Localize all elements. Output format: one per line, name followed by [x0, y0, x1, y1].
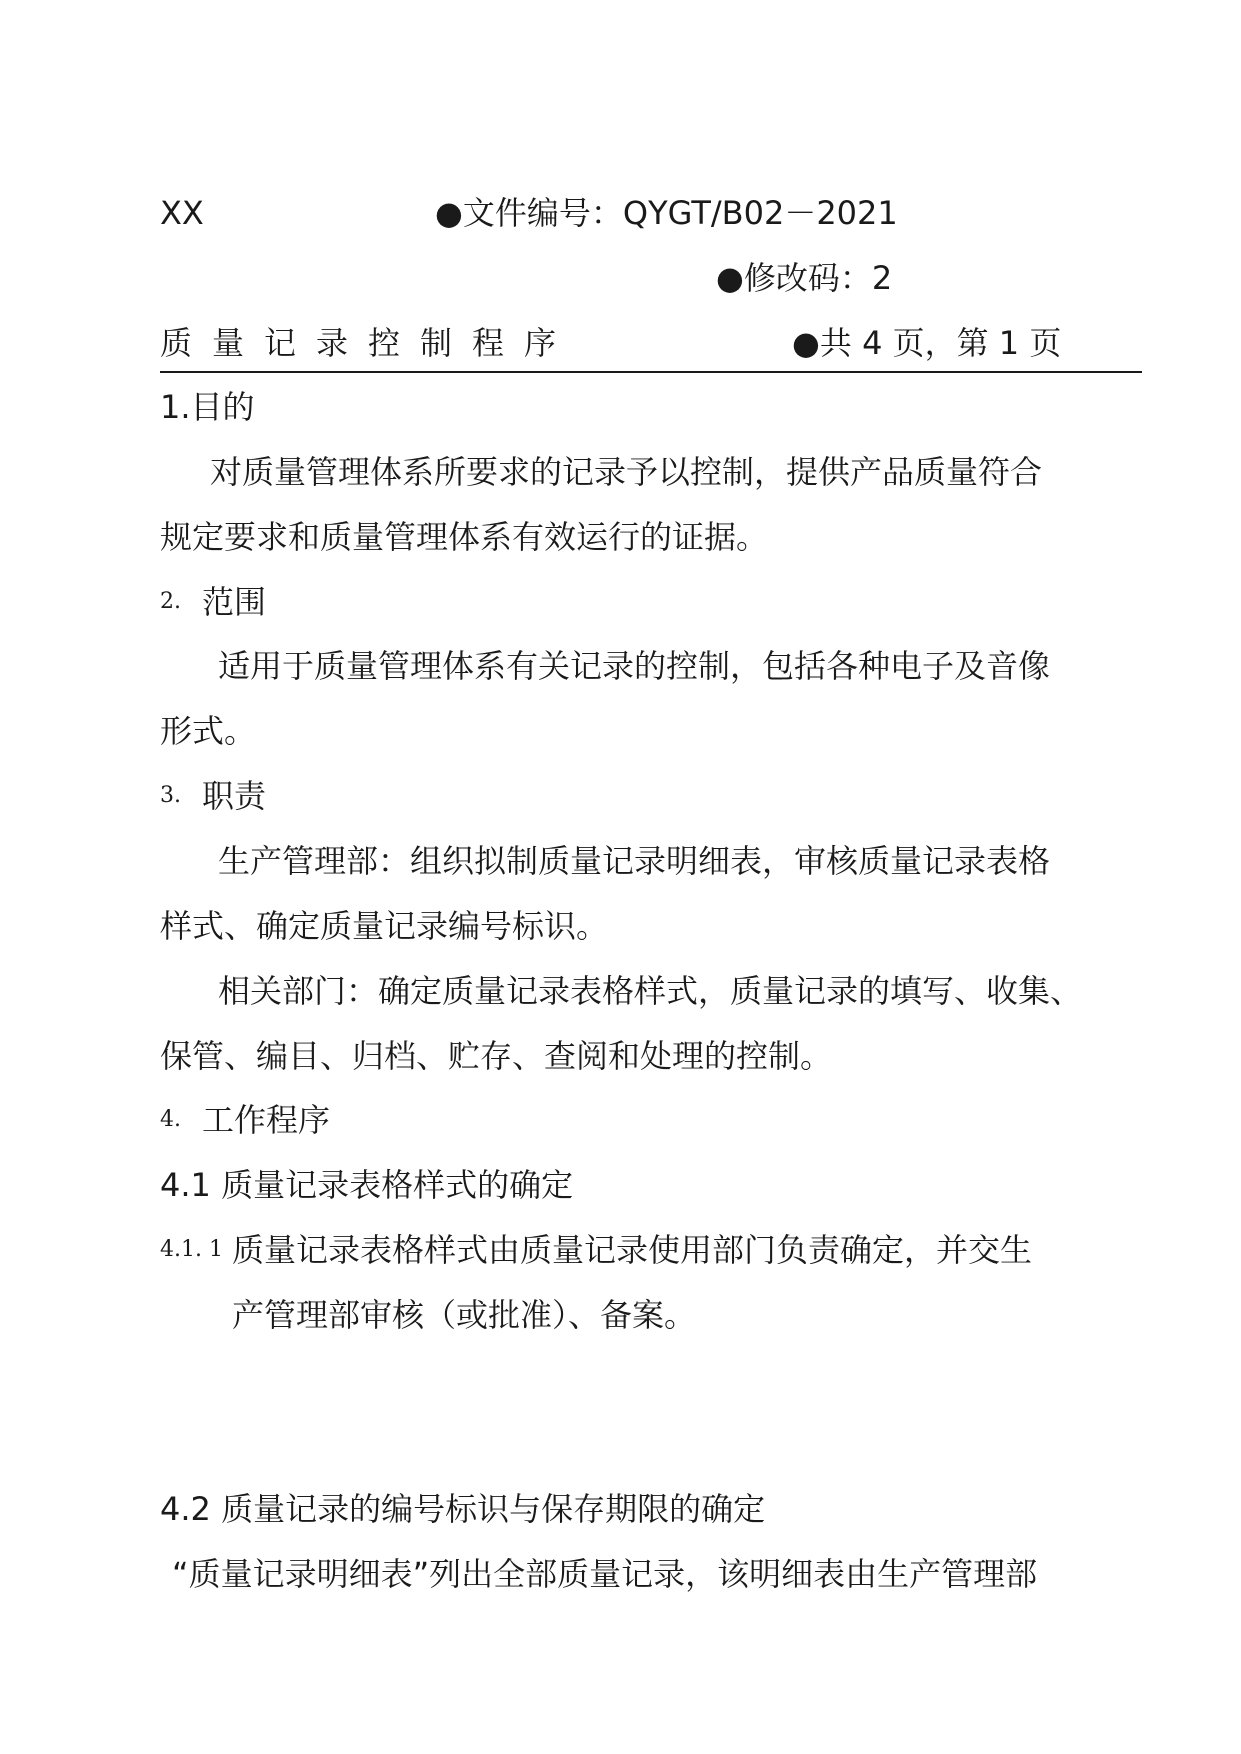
duties-p1-line-1: 生产管理部：组织拟制质量记录明细表，审核质量记录表格 — [218, 842, 1051, 880]
page-info: ●共 4 页，第 1 页 — [792, 324, 1062, 362]
revision-code: ●修改码：2 — [716, 259, 893, 297]
section-scope-number: 2. — [160, 589, 181, 614]
subsection-4-2-heading: 4.2 质量记录的编号标识与保存期限的确定 — [160, 1490, 766, 1528]
section-scope-heading: 范围 — [202, 583, 267, 621]
company-name: XX — [160, 194, 204, 232]
subsection-4-1-heading: 4.1 质量记录表格样式的确定 — [160, 1166, 574, 1204]
section-duties-number: 3. — [160, 783, 181, 808]
section-purpose-heading: 1.目的 — [160, 388, 255, 426]
purpose-text-line-1: 对质量管理体系所要求的记录予以控制，提供产品质量符合 — [210, 453, 1043, 491]
duties-p2-line-1: 相关部门：确定质量记录表格样式，质量记录的填写、收集、 — [218, 972, 1083, 1010]
duties-p1-line-2: 样式、确定质量记录编号标识。 — [160, 907, 609, 945]
section-duties-heading: 职责 — [202, 777, 267, 815]
scope-text-line-1: 适用于质量管理体系有关记录的控制，包括各种电子及音像 — [218, 647, 1051, 685]
scope-text-line-2: 形式。 — [160, 712, 257, 750]
document-title: 质量记录控制程序 — [160, 324, 577, 362]
subsection-4-2-line-1: “质量记录明细表”列出全部质量记录，该明细表由生产管理部 — [172, 1555, 1038, 1593]
clause-4-1-1-line-2: 产管理部审核（或批准）、备案。 — [232, 1296, 697, 1334]
clause-4-1-1-number: 4.1. 1 — [160, 1237, 223, 1262]
purpose-text-line-2: 规定要求和质量管理体系有效运行的证据。 — [160, 518, 769, 556]
section-procedure-heading: 工作程序 — [202, 1101, 331, 1139]
duties-p2-line-2: 保管、编目、归档、贮存、查阅和处理的控制。 — [160, 1037, 833, 1075]
clause-4-1-1-line-1: 质量记录表格样式由质量记录使用部门负责确定，并交生 — [232, 1231, 1033, 1269]
file-number: ●文件编号：QYGT/B02－2021 — [435, 194, 898, 232]
section-procedure-number: 4. — [160, 1107, 181, 1132]
header-divider — [160, 371, 1142, 373]
